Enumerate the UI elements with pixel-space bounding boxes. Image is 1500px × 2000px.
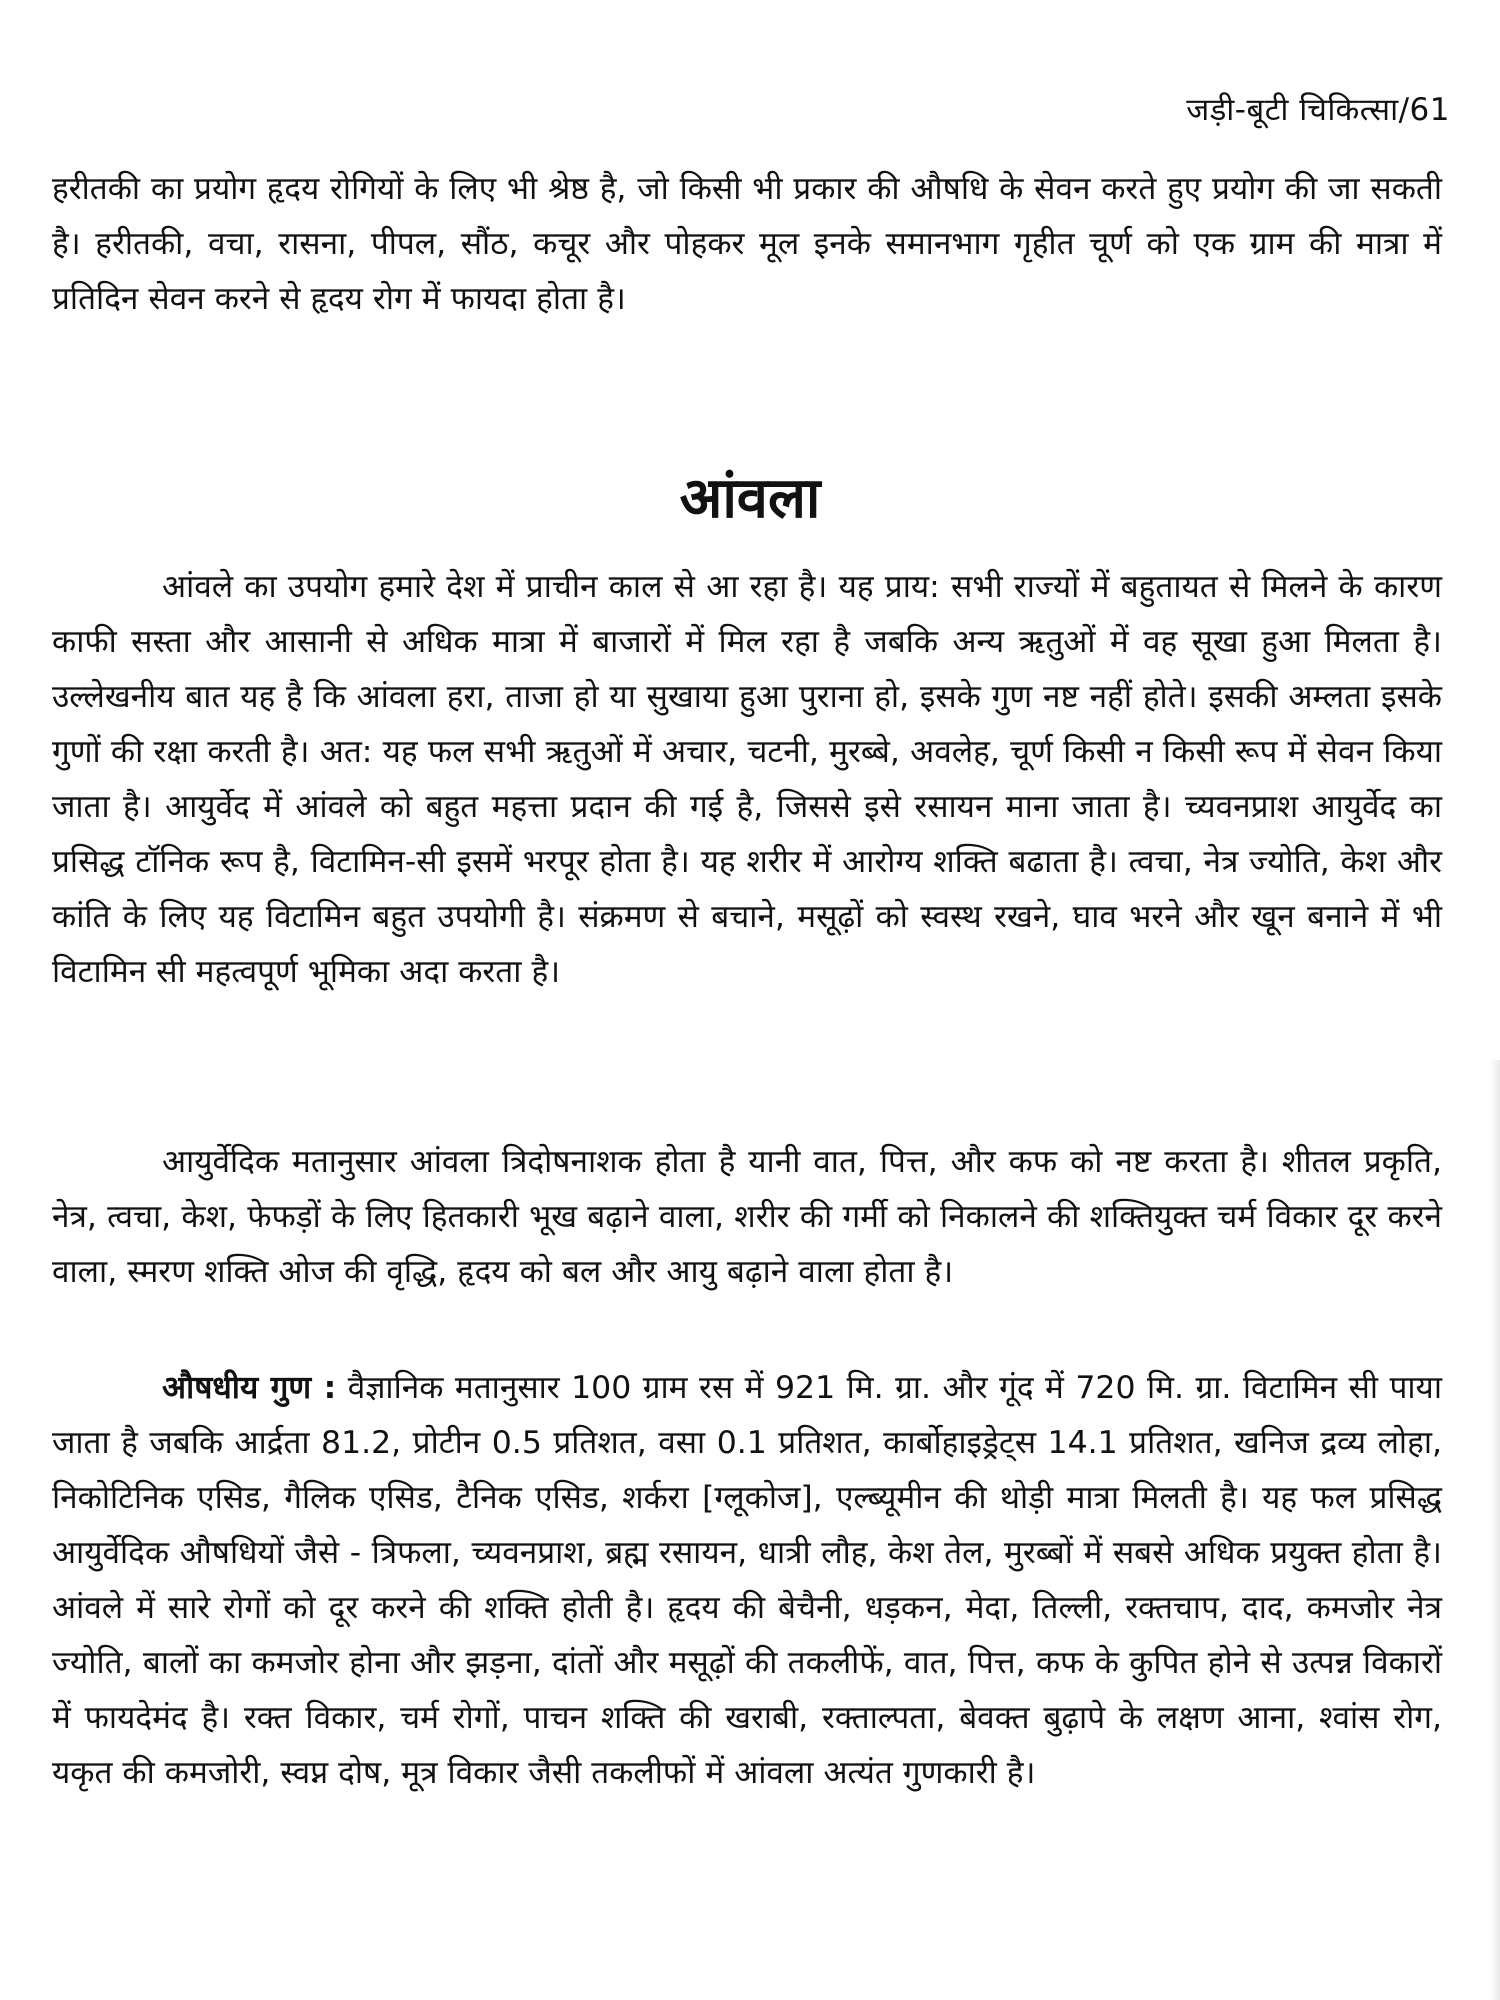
page-edge-shadow [1490, 1060, 1500, 2000]
medicinal-properties-text: वैज्ञानिक मतानुसार 100 ग्राम रस में 921 मि. ग्रा. और गूंद में 720 मि. ग्रा. विटामिन सी पाया जाता है जबकि आर्द्रता 81.2, प्रोटीन 0.5 प्रतिशत, वसा 0.1 प्रतिशत, कार्बोहाइड्रेट्स 14.1 प्रतिशत, खनिज द्रव्य लोहा, निकोटिनिक एसिड, गैलिक एसिड, टैनिक एसिड, शर्करा [ग्लूकोज], एल्ब्यूमीन की थोड़ी मात्रा मिलती है। यह फल प्रसिद्ध आयुर्वेदिक औषधियों जैसे - त्रिफला, च्यवनप्राश, ब्रह्म रसायन, धात्री लौह, केश तेल, मुरब्बों में सबसे अधिक प्रयुक्त होता है। आंवले में सारे रोगों को दूर करने की शक्ति होती है। हृदय की बेचैनी, धड़कन, मेदा, तिल्ली, रक्तचाप, दाद, कमजोर नेत्र ज्योति, बालों का कमजोर होना और झड़ना, दांतों और मसूढ़ों की तकलीफें, वात, पित्त, कफ के कुपित होने से उत्पन्न विकारों में फायदेमंद है। रक्त विकार, चर्म रोगों, पाचन शक्ति की खराबी, रक्ताल्पता, बेवक्त बुढ़ापे के लक्षण आना, श्वांस रोग, यकृत की कमजोरी, स्वप्न दोष, मूत्र विकार जैसी तकलीफों में आंवला अत्यंत गुणकारी है। [52, 1370, 1442, 1791]
running-head: जड़ी-बूटी चिकित्सा/61 [1186, 92, 1450, 128]
section-title: आंवला [679, 466, 821, 531]
paragraph-ayurvedic-view: आयुर्वेदिक मतानुसार आंवला त्रिदोषनाशक होता है यानी वात, पित्त, और कफ को नष्ट करता है। शीतल प्रकृति, नेत्र, त्वचा, केश, फेफड़ों के लिए हितकारी भूख बढ़ाने वाला, शरीर की गर्मी को निकालने की शक्तियुक्त चर्म विकार दूर करने वाला, स्मरण शक्ति ओज की वृद्धि, हृदय को बल और आयु बढ़ाने वाला होता है। [52, 1144, 1442, 1290]
intro-paragraph: हरीतकी का प्रयोग हृदय रोगियों के लिए भी श्रेष्ठ है, जो किसी भी प्रकार की औषधि के सेवन करते हुए प्रयोग की जा सकती है। हरीतकी, वचा, रासना, पीपल, सौंठ, कचूर और पोहकर मूल इनके समानभाग गृहीत चूर्ण को एक ग्राम की मात्रा में प्रतिदिन सेवन करने से हृदय रोग में फायदा होता है। [52, 171, 1442, 317]
paragraph-amla-usage: आंवले का उपयोग हमारे देश में प्राचीन काल से आ रहा है। यह प्राय: सभी राज्यों में बहुतायत से मिलने के कारण काफी सस्ता और आसानी से अधिक मात्रा में बाजारों में मिल रहा है जबकि अन्य ऋतुओं में वह सूखा हुआ मिलता है। उल्लेखनीय बात यह है कि आंवला हरा, ताजा हो या सुखाया हुआ पुराना हो, इसके गुण नष्ट नहीं होते। इसकी अम्लता इसके गुणों की रक्षा करती है। अत: यह फल सभी ऋतुओं में अचार, चटनी, मुरब्बे, अवलेह, चूर्ण किसी न किसी रूप में सेवन किया जाता है। आयुर्वेद में आंवले को बहुत महत्ता प्रदान की गई है, जिससे इसे रसायन माना जाता है। च्यवनप्राश आयुर्वेद का प्रसिद्ध टॉनिक रूप है, विटामिन-सी इसमें भरपूर होता है। यह शरीर में आरोग्य शक्ति बढाता है। त्वचा, नेत्र ज्योति, केश और कांति के लिए यह विटामिन बहुत उपयोगी है। संक्रमण से बचाने, मसूढ़ों को स्वस्थ रखने, घाव भरने और खून बनाने में भी विटामिन सी महत्वपूर्ण भूमिका अदा करता है। [52, 569, 1442, 990]
paragraph-medicinal-properties [52, 1361, 1442, 1801]
medicinal-properties-label: औषधीय गुण : [162, 1370, 337, 1406]
